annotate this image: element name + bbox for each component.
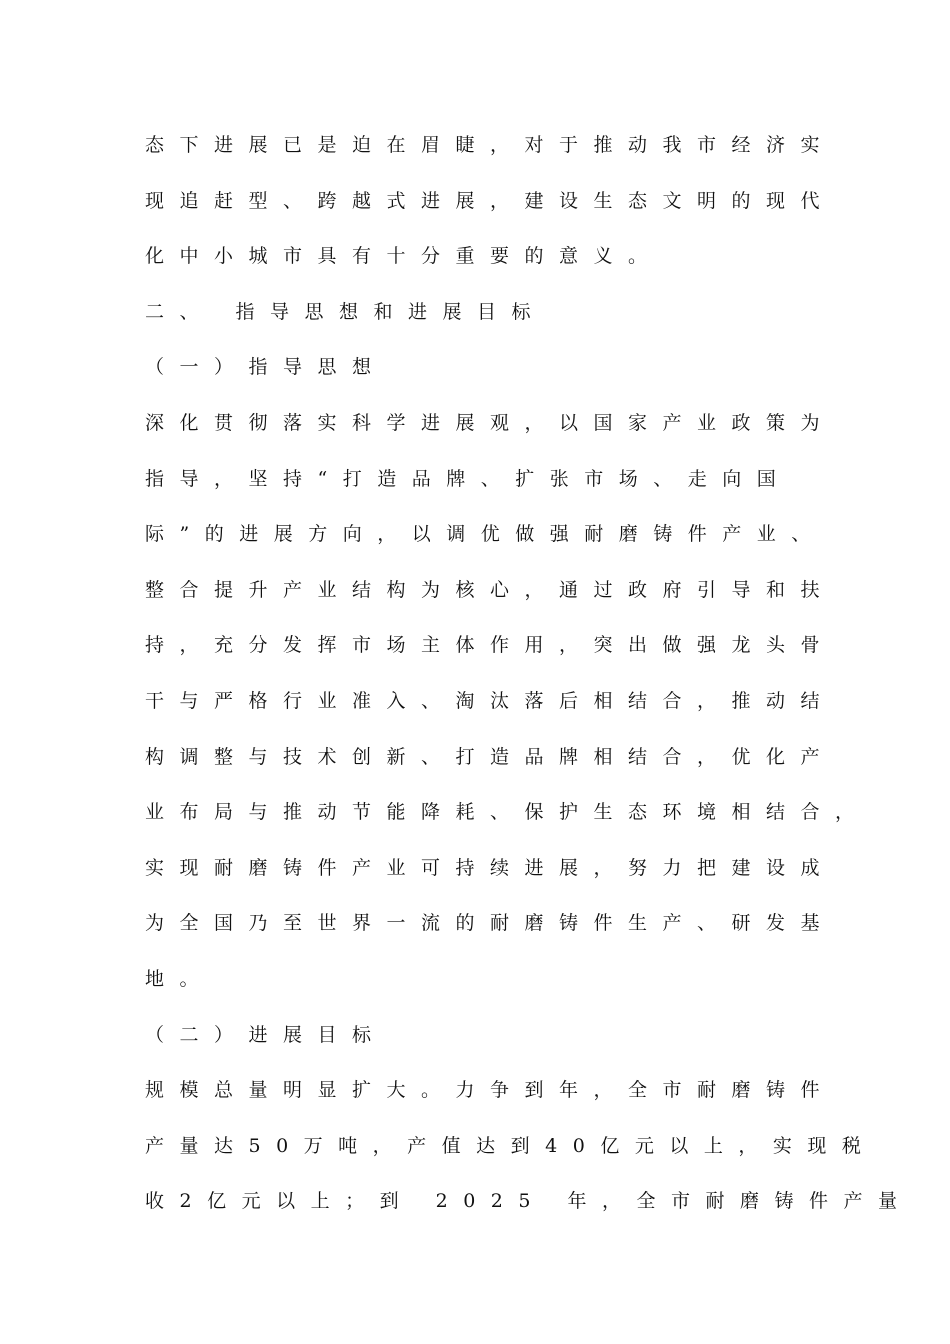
text-line: 态下进展已是迫在眉睫，对于推动我市经济实 (145, 134, 836, 156)
text-line: 化中小城市具有十分重要的意义。 (145, 245, 663, 268)
text-line: 为全国乃至世界一流的耐磨铸件生产、研发基 (145, 912, 836, 935)
text-line: 干与严格行业准入、淘汰落后相结合，推动结 (145, 689, 836, 712)
text-line: 业布局与推动节能降耗、保护生态环境相结合， (145, 801, 870, 824)
text-line: 整合提升产业结构为核心，通过政府引导和扶 (145, 578, 836, 601)
document-body (145, 125, 925, 1237)
text-line: 构调整与技术创新、打造品牌相结合，优化产 (145, 745, 836, 768)
subsection-heading: （二）进展目标 (145, 1023, 387, 1046)
text-line: 规模总量明显扩大。力争到年，全市耐磨铸件 (145, 1079, 836, 1102)
text-line: 际”的进展方向，以调优做强耐磨铸件产业、 (145, 523, 826, 546)
text-line: 地。 (145, 967, 215, 990)
text-line: 深化贯彻落实科学进展观，以国家产业政策为 (145, 411, 836, 434)
subsection-heading: （一）指导思想 (145, 356, 387, 379)
text-line: 实现耐磨铸件产业可持续进展，努力把建设成 (145, 856, 836, 879)
text-line: 现追赶型、跨越式进展，建设生态文明的现代 (145, 189, 836, 212)
section-heading: 二、 指导思想和进展目标 (145, 300, 547, 323)
text-line: 指导，坚持“打造品牌、扩张市场、走向国 (145, 467, 792, 490)
text-line: 持，充分发挥市场主体作用，突出做强龙头骨 (145, 634, 836, 657)
text-line: 收2亿元以上；到 2025 年，全市耐磨铸件产量 (145, 1190, 913, 1213)
text-line: 产量达50万吨，产值达到40亿元以上，实现税 (145, 1134, 877, 1157)
